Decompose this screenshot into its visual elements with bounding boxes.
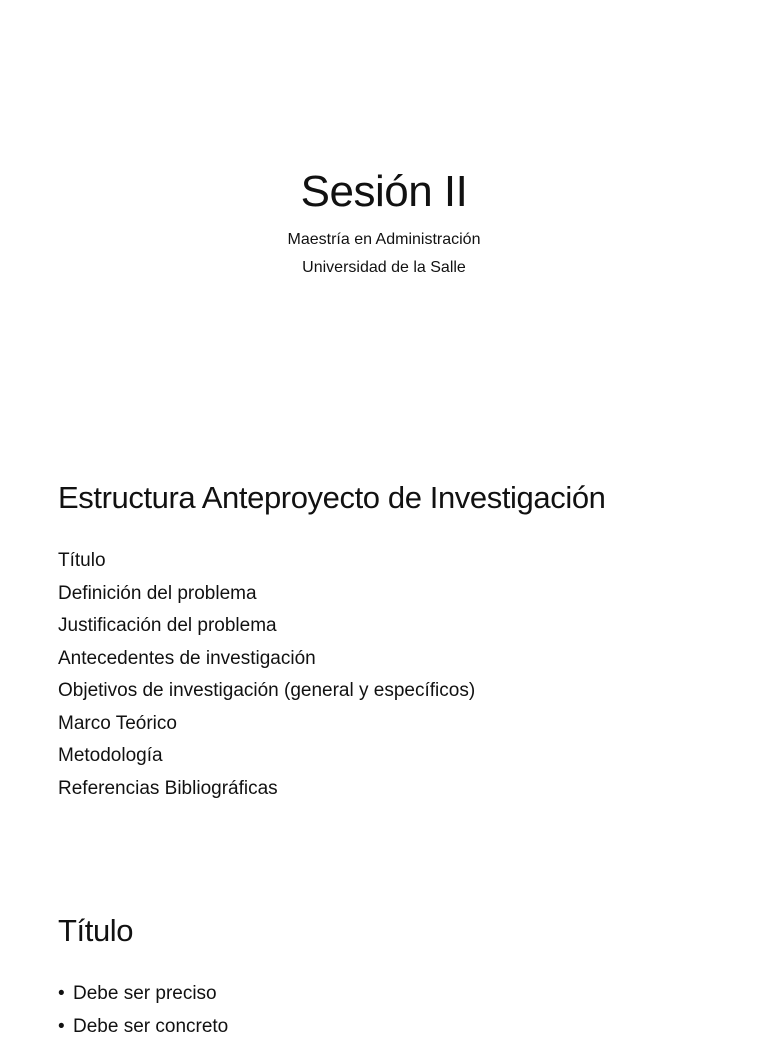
structure-item-justificacion: Justificación del problema <box>58 610 475 643</box>
structure-item-antecedentes: Antecedentes de investigación <box>58 643 475 676</box>
bullet-text-preciso: Debe ser preciso <box>73 983 217 1004</box>
structure-item-titulo: Título <box>58 545 475 578</box>
titulo-heading: Título <box>58 912 133 950</box>
subtitle-program: Maestría en Administración <box>0 230 768 250</box>
structure-item-referencias: Referencias Bibliográficas <box>58 773 475 806</box>
bullet-icon: • <box>58 1011 73 1043</box>
titulo-slide <box>0 864 768 1024</box>
structure-item-marco-teorico: Marco Teórico <box>58 708 475 741</box>
structure-list <box>58 545 475 805</box>
structure-slide <box>0 432 768 864</box>
bullet-text-concreto: Debe ser concreto <box>73 1016 228 1037</box>
structure-item-metodologia: Metodología <box>58 740 475 773</box>
titulo-bullet-list <box>58 978 228 1043</box>
structure-heading: Estructura Anteproyecto de Investigación <box>58 479 606 517</box>
title-slide <box>0 0 768 432</box>
bullet-icon: • <box>58 978 73 1011</box>
subtitle-university: Universidad de la Salle <box>0 258 768 278</box>
structure-item-objetivos: Objetivos de investigación (general y específicos) <box>58 675 475 708</box>
structure-item-definicion: Definición del problema <box>58 578 475 611</box>
list-item <box>58 1011 228 1043</box>
list-item <box>58 978 228 1011</box>
presentation-title: Sesión II <box>0 166 768 218</box>
